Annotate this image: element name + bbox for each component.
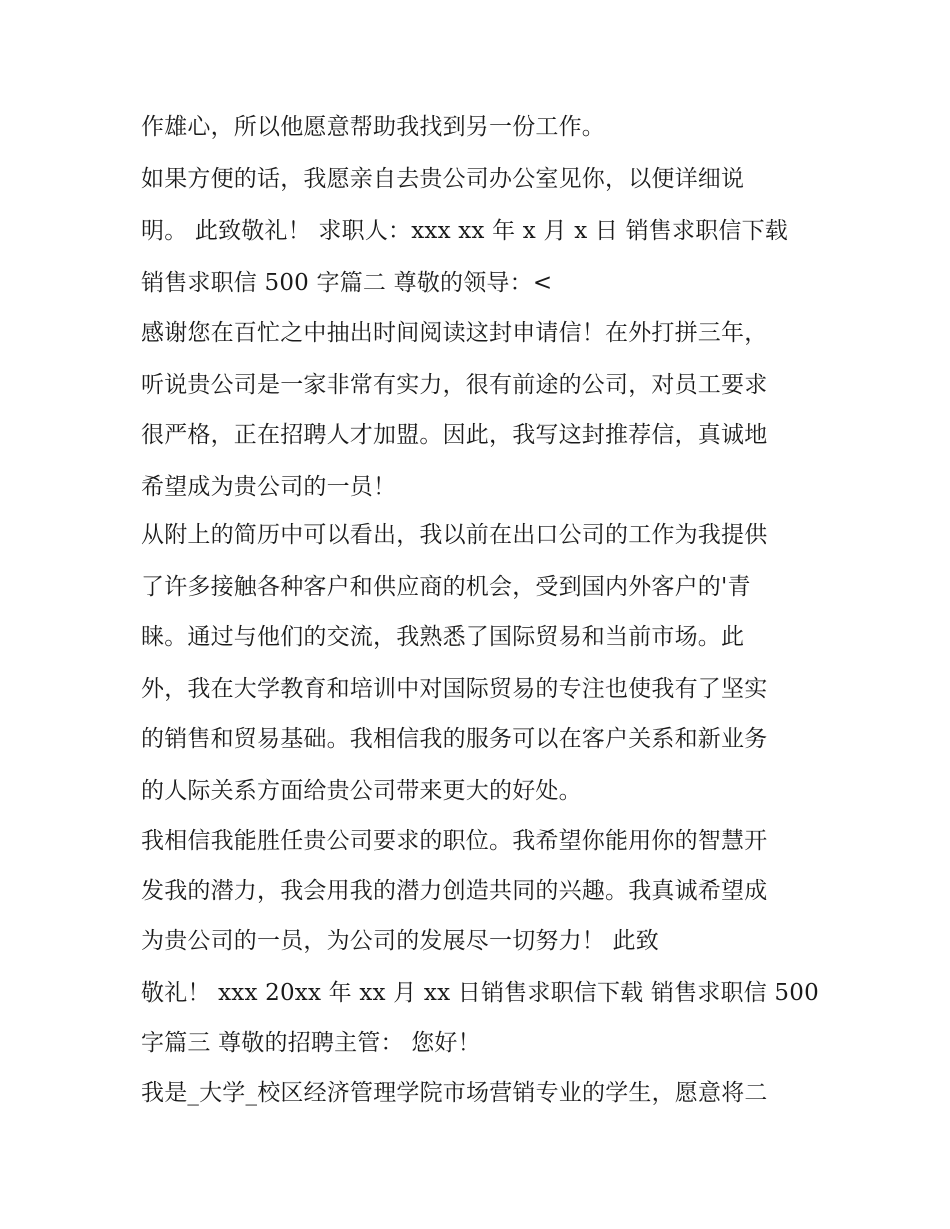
text-line: 我是_大学_校区经济管理学院市场营销专业的学生，愿意将二 — [141, 1080, 768, 1106]
text-line: 为贵公司的一员，为公司的发展尽一切努力！ 此致 — [141, 928, 659, 954]
text-line: 感谢您在百忙之中抽出时间阅读这封申请信！在外打拼三年， — [141, 320, 768, 346]
text-line: 字篇三 尊敬的招聘主管： 您好！ — [141, 1030, 481, 1056]
text-line: 销售求职信 500 字篇二 尊敬的领导：< — [141, 270, 553, 296]
text-line: 发我的潜力，我会用我的潜力创造共同的兴趣。我真诚希望成 — [141, 878, 768, 904]
text-line: 外，我在大学教育和培训中对国际贸易的专注也使我有了坚实 — [141, 676, 768, 702]
text-line: 的销售和贸易基础。我相信我的服务可以在客户关系和新业务 — [141, 726, 768, 752]
text-line: 作雄心，所以他愿意帮助我找到另一份工作。 — [141, 114, 605, 140]
text-line: 很严格，正在招聘人才加盟。因此，我写这封推荐信，真诚地 — [141, 422, 768, 448]
text-line: 睐。通过与他们的交流，我熟悉了国际贸易和当前市场。此 — [141, 624, 745, 650]
text-line: 我相信我能胜任贵公司要求的职位。我希望你能用你的智慧开 — [141, 828, 768, 854]
text-line: 从附上的简历中可以看出，我以前在出口公司的工作为我提供 — [141, 522, 768, 548]
text-line: 敬礼！ xxx 20xx 年 xx 月 xx 日销售求职信下载 销售求职信 500 — [141, 980, 819, 1006]
text-line: 希望成为贵公司的一员！ — [141, 474, 397, 500]
text-line: 明。 此致敬礼！ 求职人：xxx xx 年 x 月 x 日 销售求职信下载 — [141, 218, 788, 244]
text-line: 的人际关系方面给贵公司带来更大的好处。 — [141, 778, 582, 804]
text-line: 了许多接触各种客户和供应商的机会，受到国内外客户的'青 — [141, 574, 751, 600]
text-line: 如果方便的话，我愿亲自去贵公司办公室见你，以便详细说 — [141, 166, 745, 192]
text-line: 听说贵公司是一家非常有实力，很有前途的公司，对员工要求 — [141, 372, 768, 398]
